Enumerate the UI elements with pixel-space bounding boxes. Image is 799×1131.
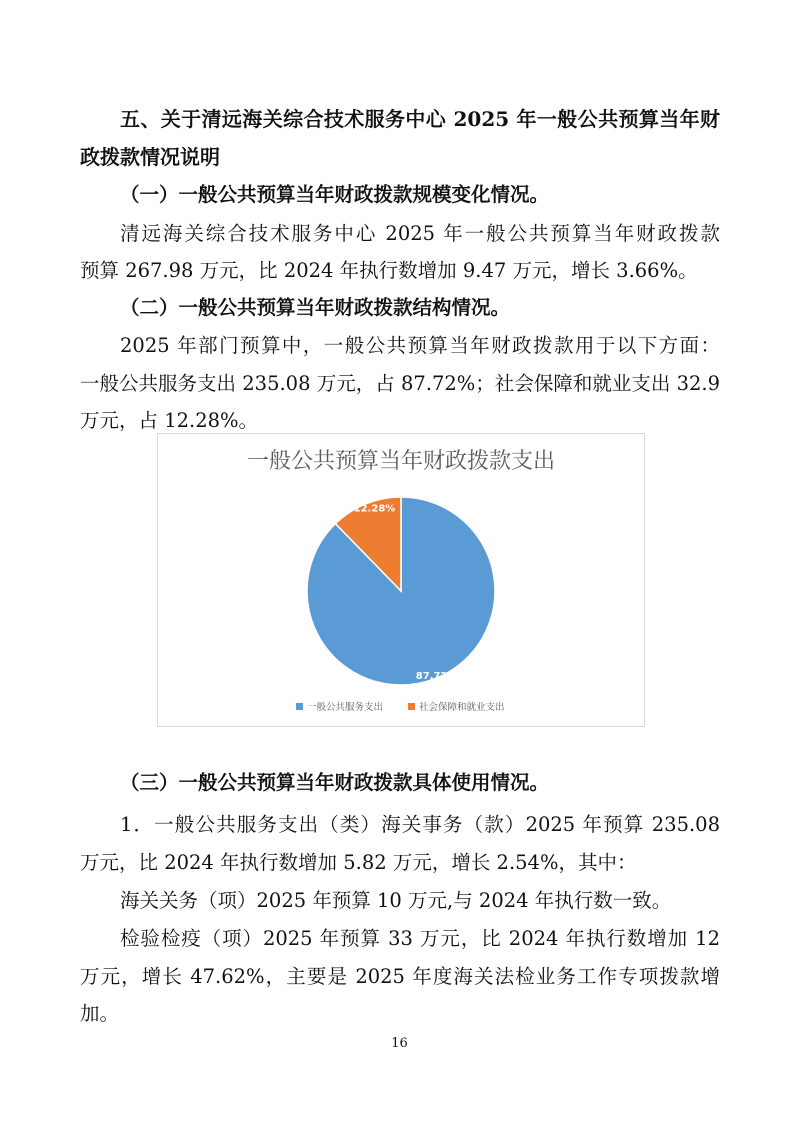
paragraph-line: 检验检疫（项）2025 年预算 33 万元，比 2024 年执行数增加 12 <box>120 927 720 950</box>
legend-swatch <box>296 703 303 710</box>
paragraph-line: 1．一般公共服务支出（类）海关事务（款）2025 年预算 235.08 <box>120 813 720 836</box>
paragraph-line: 万元，占 12.28%。 <box>80 409 259 432</box>
paragraph-line: 万元，比 2024 年执行数增加 5.82 万元，增长 2.54%，其中： <box>80 851 637 874</box>
paragraph-line: 清远海关综合技术服务中心 2025 年一般公共预算当年财政拨款 <box>120 222 720 245</box>
legend-label: 一般公共服务支出 <box>307 702 384 713</box>
paragraph-line: 万元，增长 47.62%，主要是 2025 年度海关法检业务工作专项拨款增 <box>80 965 720 988</box>
subsection-2-title: （二）一般公共预算当年财政拨款结构情况。 <box>120 296 511 319</box>
pie-chart <box>157 433 645 727</box>
paragraph-line: 一般公共服务支出 235.08 万元，占 87.72%；社会保障和就业支出 32.9 <box>80 372 720 395</box>
paragraph-line: 加。 <box>80 1002 120 1025</box>
subsection-1-title: （一）一般公共预算当年财政拨款规模变化情况。 <box>120 183 550 206</box>
slice-data-label: 87.72% <box>415 670 458 682</box>
paragraph-line: 预算 267.98 万元，比 2024 年执行数增加 9.47 万元，增长 3.66%。 <box>80 259 698 282</box>
chart-title: 一般公共预算当年财政拨款支出 <box>246 449 556 474</box>
legend-label: 社会保障和就业支出 <box>419 702 505 713</box>
legend-swatch <box>408 703 415 710</box>
section-heading-line2: 政拨款情况说明 <box>80 145 220 169</box>
slice-data-label: 12.28% <box>353 503 396 515</box>
page-number: 16 <box>391 1036 408 1051</box>
paragraph-line: 海关关务（项）2025 年预算 10 万元,与 2024 年执行数一致。 <box>120 889 672 912</box>
section-heading-line1: 五、关于清远海关综合技术服务中心 2025 年一般公共预算当年财 <box>120 107 720 131</box>
subsection-3-title: （三）一般公共预算当年财政拨款具体使用情况。 <box>120 771 550 794</box>
paragraph-line: 2025 年部门预算中，一般公共预算当年财政拨款用于以下方面： <box>120 334 720 357</box>
